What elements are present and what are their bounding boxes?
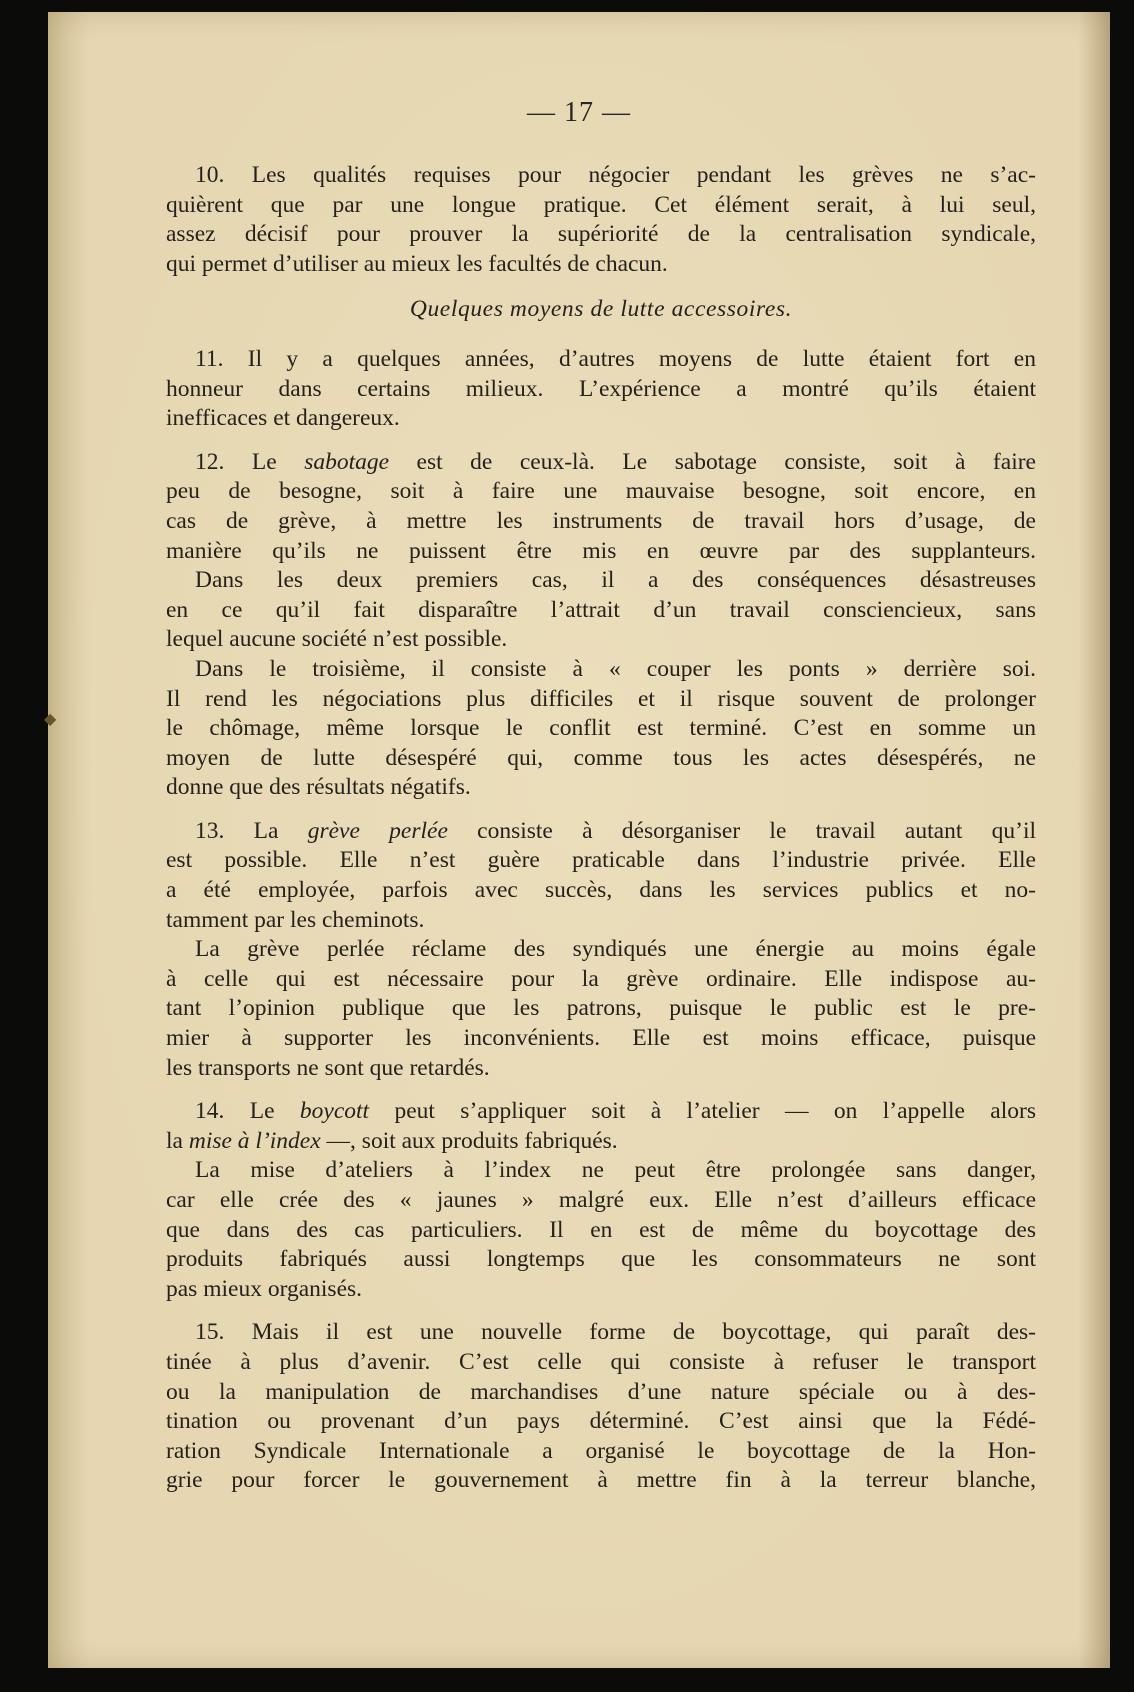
text-line: tant l’opinion publique que les patrons, puisque le public est le pre- xyxy=(166,995,1036,1022)
text-line: La mise d’ateliers à l’index ne peut être prolongée sans danger, xyxy=(195,1157,1036,1184)
text-run: peut s’appliquer soit à l’atelier — on l’appelle alors xyxy=(369,1098,1036,1125)
italic-term: boycott xyxy=(299,1098,370,1125)
text-line xyxy=(166,1127,1036,1157)
text-line: car elle crée des « jaunes » malgré eux. Elle n’est d’ailleurs efficace xyxy=(166,1187,1036,1213)
text-run: 12. Le xyxy=(195,448,305,475)
text-line: le chômage, même lorsque le conflit est terminé. C’est en somme un xyxy=(166,715,1036,742)
text-line: peu de besogne, soit à faire une mauvaise besogne, soit encore, en xyxy=(166,478,1036,505)
text-line: Dans les deux premiers cas, il a des conséquences désastreuses xyxy=(195,567,1036,594)
text-run: la xyxy=(166,1127,189,1154)
text-line: Dans le troisième, il consiste à « couper les ponts » derrière soi. xyxy=(195,655,1036,682)
text-line: donne que des résultats négatifs. xyxy=(166,774,471,801)
text-line: pas mieux organisés. xyxy=(166,1275,363,1302)
text-line: moyen de lutte désespéré qui, comme tous les actes désespérés, ne xyxy=(166,744,1036,771)
text-line: inefficaces et dangereux. xyxy=(166,405,400,432)
text-line: en ce qu’il fait disparaître l’attrait d’un travail consciencieux, sans xyxy=(166,596,1036,623)
text-line: lequel aucune société n’est possible. xyxy=(166,626,508,653)
text-line: à celle qui est nécessaire pour la grève ordinaire. Elle indispose au- xyxy=(166,965,1036,992)
text-line: tamment par les cheminots. xyxy=(166,906,425,933)
text-line: tinée à plus d’avenir. C’est celle qui consiste à refuser le transport xyxy=(166,1348,1036,1375)
text-line: tination ou provenant d’un pays déterminé. C’est ainsi que la Fédé- xyxy=(166,1408,1036,1435)
text-run: est de ceux-là. Le sabotage consiste, soit à faire xyxy=(389,448,1036,475)
text-line: 15. Mais il est une nouvelle forme de boycottage, qui paraît des- xyxy=(195,1319,1036,1346)
page-number: — 17 — xyxy=(527,97,631,128)
text-line: a été employée, parfois avec succès, dans les services publics et no- xyxy=(166,877,1036,904)
text-line: La grève perlée réclame des syndiqués une énergie au moins égale xyxy=(195,936,1036,963)
section-heading: Quelques moyens de lutte accessoires. xyxy=(409,296,793,323)
text-line: honneur dans certains milieux. L’expérience a montré qu’ils étaient xyxy=(166,375,1036,402)
text-run: —, soit aux produits fabriqués. xyxy=(320,1127,618,1154)
text-line: quièrent que par une longue pratique. Cet élément serait, à lui seul, xyxy=(166,191,1036,218)
paragraph-11 xyxy=(166,345,1036,434)
text-line: grie pour forcer le gouvernement à mettre fin à la terreur blanche, xyxy=(166,1467,1036,1494)
text-line xyxy=(166,817,1036,847)
italic-term: sabotage xyxy=(304,448,390,475)
text-line: les transports ne sont que retardés. xyxy=(166,1054,490,1081)
text-line: Il rend les négociations plus difficiles et il risque souvent de prolonger xyxy=(166,685,1036,712)
paragraph-15 xyxy=(166,1318,1036,1496)
text-run: consiste à désorganiser le travail autant qu’il xyxy=(447,817,1036,844)
text-line: 11. Il y a quelques années, d’autres moyens de lutte étaient fort en xyxy=(195,345,1036,372)
text-line: 10. Les qualités requises pour négocier pendant les grèves ne s’ac- xyxy=(195,162,1036,188)
text-line: ration Syndicale Internationale a organisé le boycottage de la Hon- xyxy=(166,1437,1036,1464)
text-run: 14. Le xyxy=(195,1098,300,1125)
paragraph-14 xyxy=(166,1097,1036,1304)
paragraph-12 xyxy=(166,448,1036,803)
text-line: qui permet d’utiliser au mieux les facultés de chacun. xyxy=(166,250,668,277)
binding-mark-icon: ◆ xyxy=(44,711,57,728)
text-line: manière qu’ils ne puissent être mis en œuvre par des supplanteurs. xyxy=(166,537,1036,564)
text-line: ou la manipulation de marchandises d’une nature spéciale ou à des- xyxy=(166,1378,1036,1405)
book-page xyxy=(44,12,1110,1668)
text-line: est possible. Elle n’est guère praticable dans l’industrie privée. Elle xyxy=(166,847,1036,874)
body-text xyxy=(166,161,1036,1496)
italic-term: mise à l’index xyxy=(188,1127,321,1154)
text-line: assez décisif pour prouver la supériorité de la centralisation syndicale, xyxy=(166,221,1036,248)
text-line xyxy=(166,448,1036,478)
text-run: 13. La xyxy=(195,817,308,844)
text-line: que dans des cas particuliers. Il en est de même du boycottage des xyxy=(166,1216,1036,1243)
paragraph-10 xyxy=(166,161,1036,279)
text-line: mier à supporter les inconvénients. Elle est moins efficace, puisque xyxy=(166,1025,1036,1052)
italic-term: grève perlée xyxy=(307,817,448,844)
text-line: produits fabriqués aussi longtemps que les consommateurs ne sont xyxy=(166,1246,1036,1273)
text-line: cas de grève, à mettre les instruments de travail hors d’usage, de xyxy=(166,507,1036,534)
paragraph-13 xyxy=(166,817,1036,1083)
text-line xyxy=(166,1097,1036,1127)
